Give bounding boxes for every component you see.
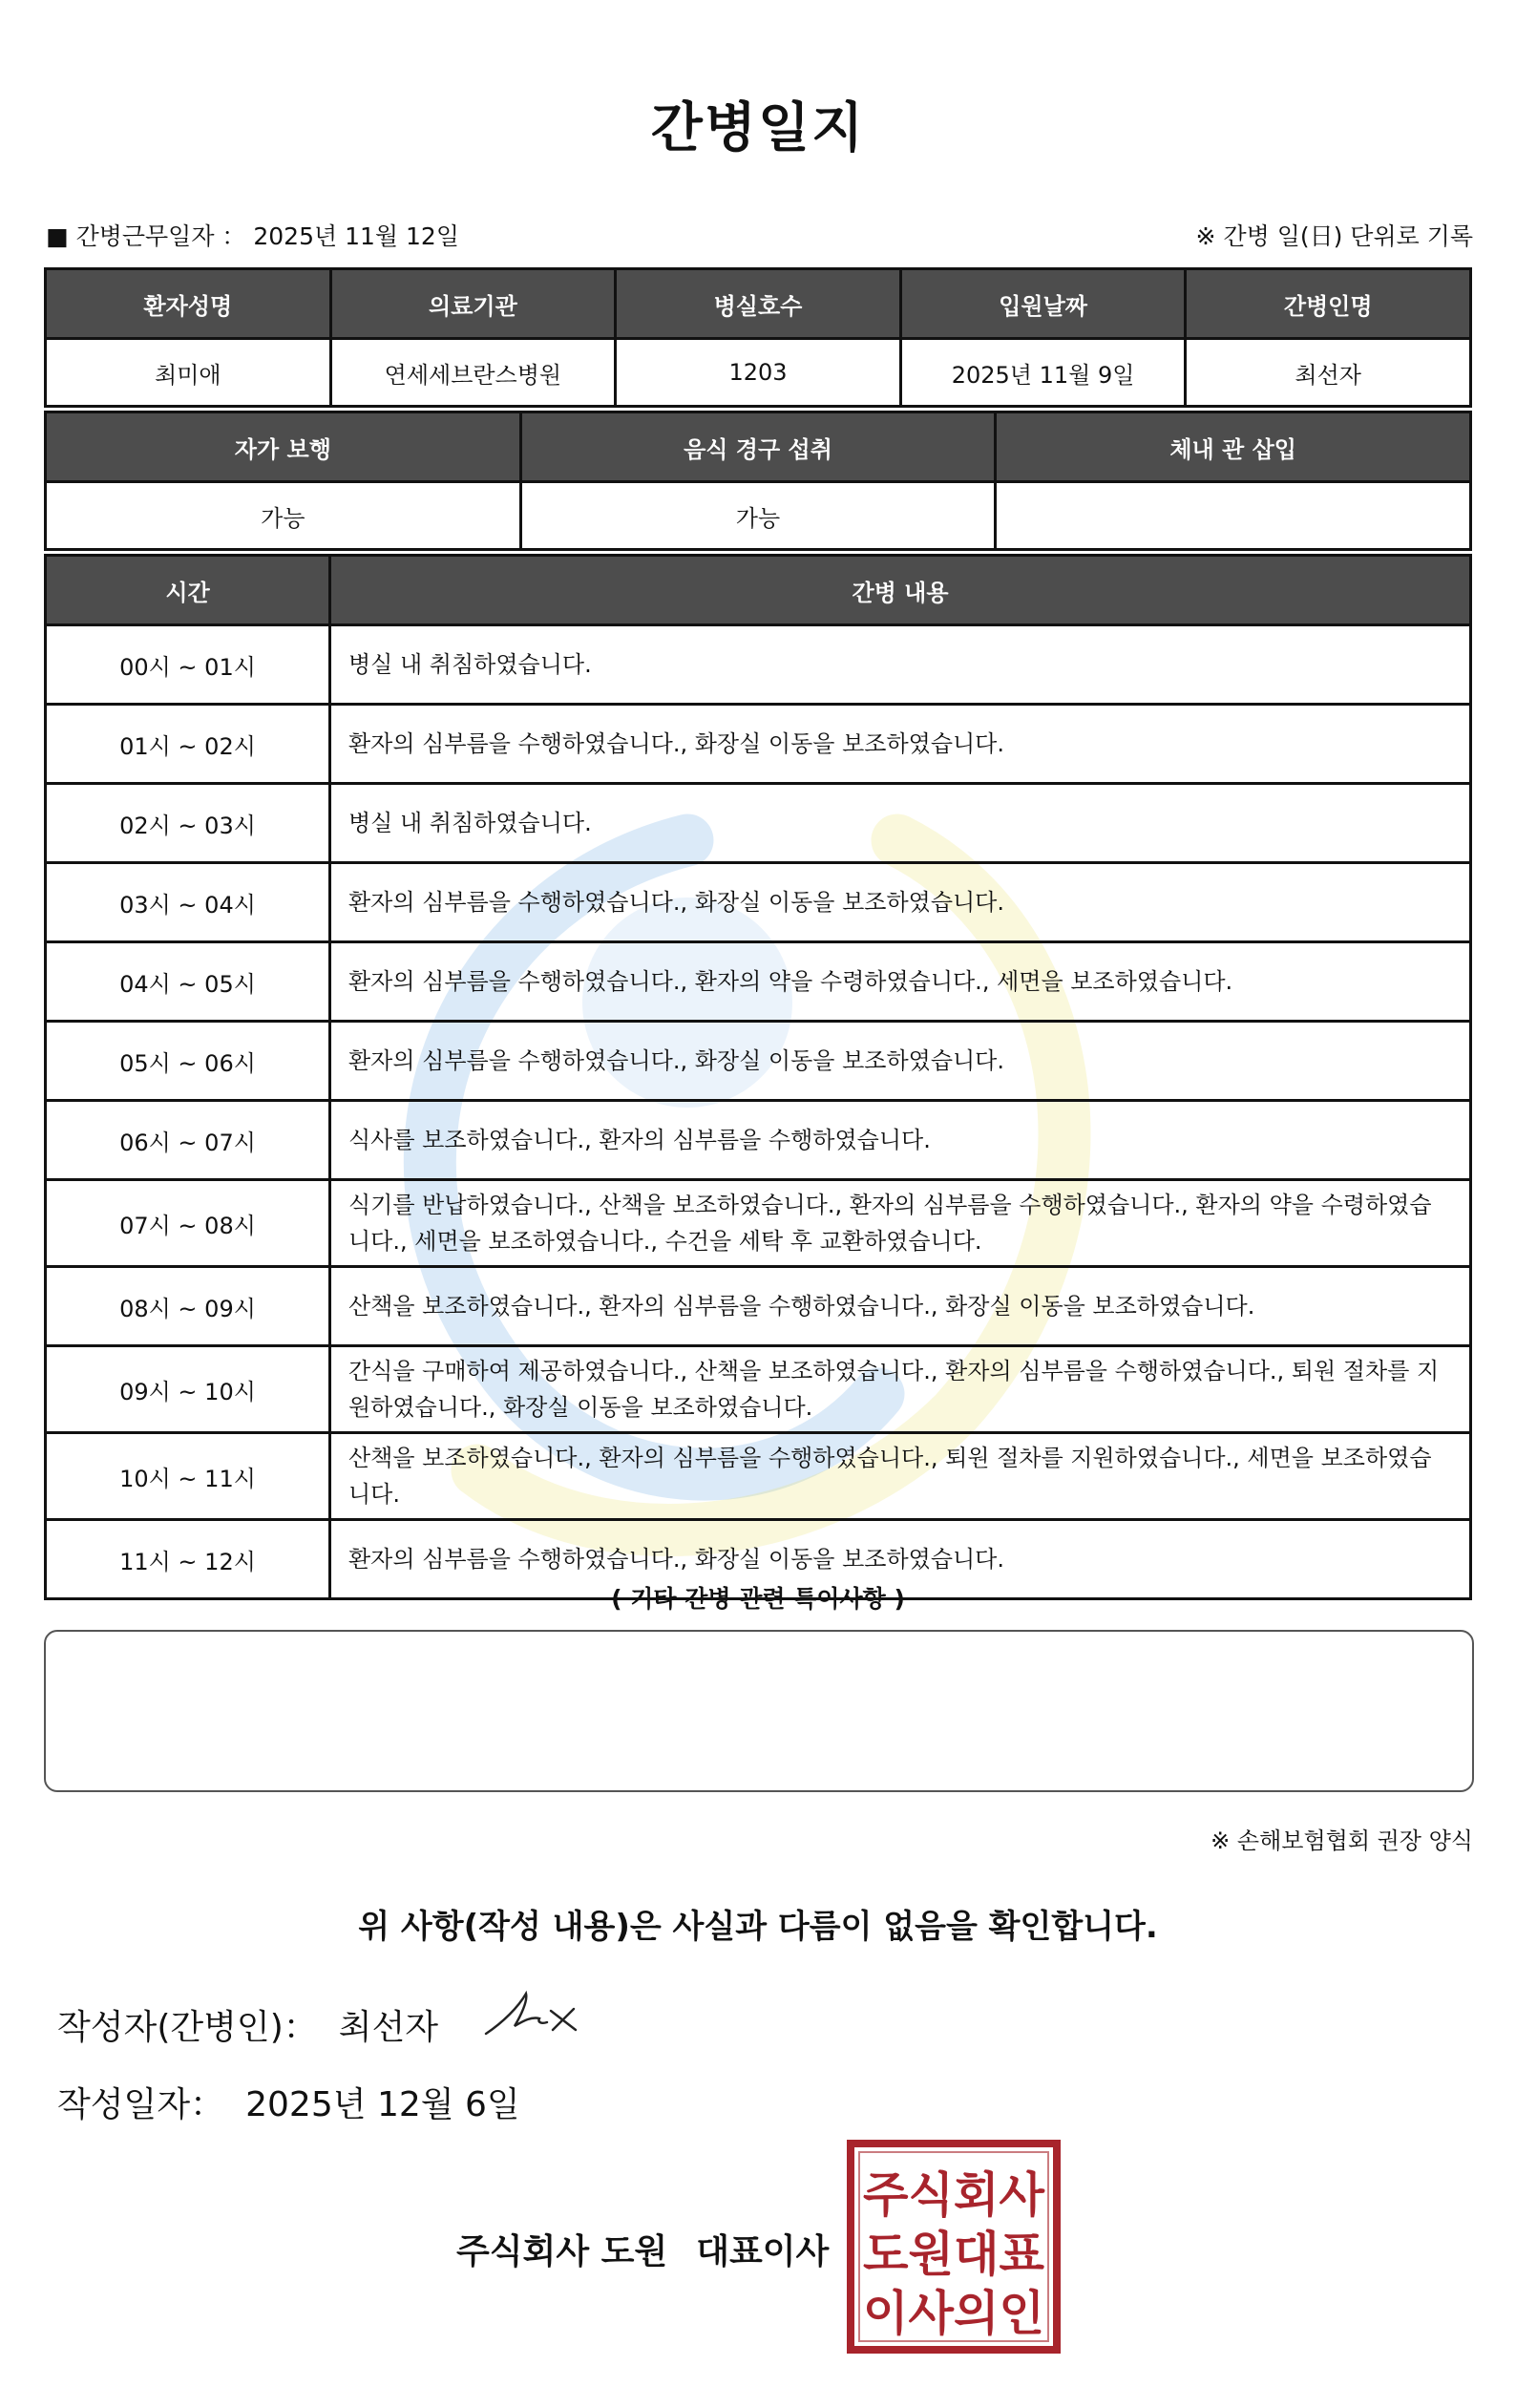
- company-line: [456, 2225, 829, 2273]
- table-row: [46, 1180, 1471, 1267]
- room-number: 1203: [616, 339, 901, 407]
- patient-status-table: [44, 411, 1472, 551]
- row-time: 03시 ~ 04시: [46, 863, 330, 942]
- row-time: 04시 ~ 05시: [46, 942, 330, 1022]
- document-title: 간병일지: [650, 97, 866, 159]
- care-log-table: [44, 554, 1472, 1600]
- table-row: [46, 1267, 1471, 1346]
- row-content: 식기를 반납하였습니다., 산책을 보조하였습니다., 환자의 심부름을 수행하였습니다., 환자의 약을 수령하였습니다., 세면을 보조하였습니다., 수건을 세탁 후 교환하였습니다.: [330, 1180, 1471, 1267]
- work-date: [46, 218, 459, 252]
- row-content: 환자의 심부름을 수행하였습니다., 환자의 약을 수령하였습니다., 세면을 보조하였습니다.: [330, 942, 1471, 1022]
- written-date-label: 작성일자：: [57, 2085, 225, 2124]
- row-content: 병실 내 취침하였습니다.: [330, 784, 1471, 863]
- row-content: 환자의 심부름을 수행하였습니다., 화장실 이동을 보조하였습니다.: [330, 705, 1471, 784]
- company-name: 주식회사 도원: [456, 2232, 668, 2271]
- table-row: [46, 1101, 1471, 1180]
- table-row: [46, 942, 1471, 1022]
- table-row: [46, 1022, 1471, 1101]
- header-admission-date: 입원날짜: [900, 269, 1186, 339]
- patient-status-header-row: [46, 412, 1471, 482]
- work-date-value: 2025년 11월 12일: [253, 222, 459, 250]
- header-tube-insertion: 체내 관 삽입: [996, 412, 1471, 482]
- table-row: [46, 784, 1471, 863]
- confirmation-statement: 위 사항(작성 내용)은 사실과 다름이 없음을 확인합니다.: [358, 1908, 1158, 1946]
- row-time: 02시 ~ 03시: [46, 784, 330, 863]
- writer-name: 최선자: [338, 2008, 439, 2047]
- company-ceo-title: 대표이사: [696, 2232, 830, 2271]
- patient-name: 최미애: [46, 339, 331, 407]
- admission-date: 2025년 11월 9일: [900, 339, 1186, 407]
- written-date-line: [57, 2078, 520, 2126]
- header-institution: 의료기관: [330, 269, 616, 339]
- header-self-walking: 자가 보행: [46, 412, 521, 482]
- care-log-header-row: [46, 556, 1471, 625]
- table-row: [46, 1346, 1471, 1433]
- header-room-number: 병실호수: [616, 269, 901, 339]
- remarks-title: ( 기타 간병 관련 특이사항 ): [611, 1585, 905, 1613]
- caregiver-name: 최선자: [1186, 339, 1471, 407]
- writer-label: 작성자(간병인)：: [57, 2008, 318, 2047]
- table-row: [46, 1433, 1471, 1520]
- patient-info-table: [44, 267, 1472, 408]
- row-time: 08시 ~ 09시: [46, 1267, 330, 1346]
- row-time: 11시 ~ 12시: [46, 1520, 330, 1599]
- signature-mark: [482, 1984, 587, 2041]
- institution: 연세세브란스병원: [330, 339, 616, 407]
- row-content: 산책을 보조하였습니다., 환자의 심부름을 수행하였습니다., 화장실 이동을 보조하였습니다.: [330, 1267, 1471, 1346]
- row-content: 환자의 심부름을 수행하였습니다., 화장실 이동을 보조하였습니다.: [330, 1520, 1471, 1599]
- seal-line: 도원대표: [863, 2227, 1045, 2282]
- unit-note: ※ 간병 일(日) 단위로 기록: [1195, 222, 1473, 250]
- writer-line: [57, 2000, 438, 2049]
- header-care-content: 간병 내용: [330, 556, 1471, 625]
- row-content: 산책을 보조하였습니다., 환자의 심부름을 수행하였습니다., 퇴원 절차를 지원하였습니다., 세면을 보조하였습니다.: [330, 1433, 1471, 1520]
- company-seal-stamp: [846, 2139, 1062, 2355]
- oral-intake: 가능: [520, 482, 996, 550]
- form-note: ※ 손해보험협회 권장 양식: [1211, 1827, 1473, 1854]
- seal-line: 이사의인: [863, 2286, 1044, 2341]
- remarks-box: [44, 1630, 1474, 1792]
- row-time: 06시 ~ 07시: [46, 1101, 330, 1180]
- row-time: 01시 ~ 02시: [46, 705, 330, 784]
- patient-info-header-row: [46, 269, 1471, 339]
- row-time: 09시 ~ 10시: [46, 1346, 330, 1433]
- patient-info-value-row: [46, 339, 1471, 407]
- header-patient-name: 환자성명: [46, 269, 331, 339]
- table-row: [46, 705, 1471, 784]
- self-walking: 가능: [46, 482, 521, 550]
- row-content: 간식을 구매하여 제공하였습니다., 산책을 보조하였습니다., 환자의 심부름을 수행하였습니다., 퇴원 절차를 지원하였습니다., 화장실 이동을 보조하였습니다.: [330, 1346, 1471, 1433]
- row-time: 00시 ~ 01시: [46, 625, 330, 705]
- header-caregiver-name: 간병인명: [1186, 269, 1471, 339]
- work-date-label: ■ 간병근무일자 ：: [46, 222, 246, 250]
- seal-line: 주식회사: [863, 2167, 1045, 2223]
- row-content: 병실 내 취침하였습니다.: [330, 625, 1471, 705]
- table-row: [46, 625, 1471, 705]
- row-content: 환자의 심부름을 수행하였습니다., 화장실 이동을 보조하였습니다.: [330, 863, 1471, 942]
- row-content: 환자의 심부름을 수행하였습니다., 화장실 이동을 보조하였습니다.: [330, 1022, 1471, 1101]
- header-oral-intake: 음식 경구 섭취: [520, 412, 996, 482]
- row-time: 05시 ~ 06시: [46, 1022, 330, 1101]
- row-time: 10시 ~ 11시: [46, 1433, 330, 1520]
- tube-insertion: [996, 482, 1471, 550]
- header-time: 시간: [46, 556, 330, 625]
- patient-status-value-row: [46, 482, 1471, 550]
- written-date-value: 2025년 12월 6일: [245, 2085, 520, 2124]
- row-time: 07시 ~ 08시: [46, 1180, 330, 1267]
- table-row: [46, 863, 1471, 942]
- row-content: 식사를 보조하였습니다., 환자의 심부름을 수행하였습니다.: [330, 1101, 1471, 1180]
